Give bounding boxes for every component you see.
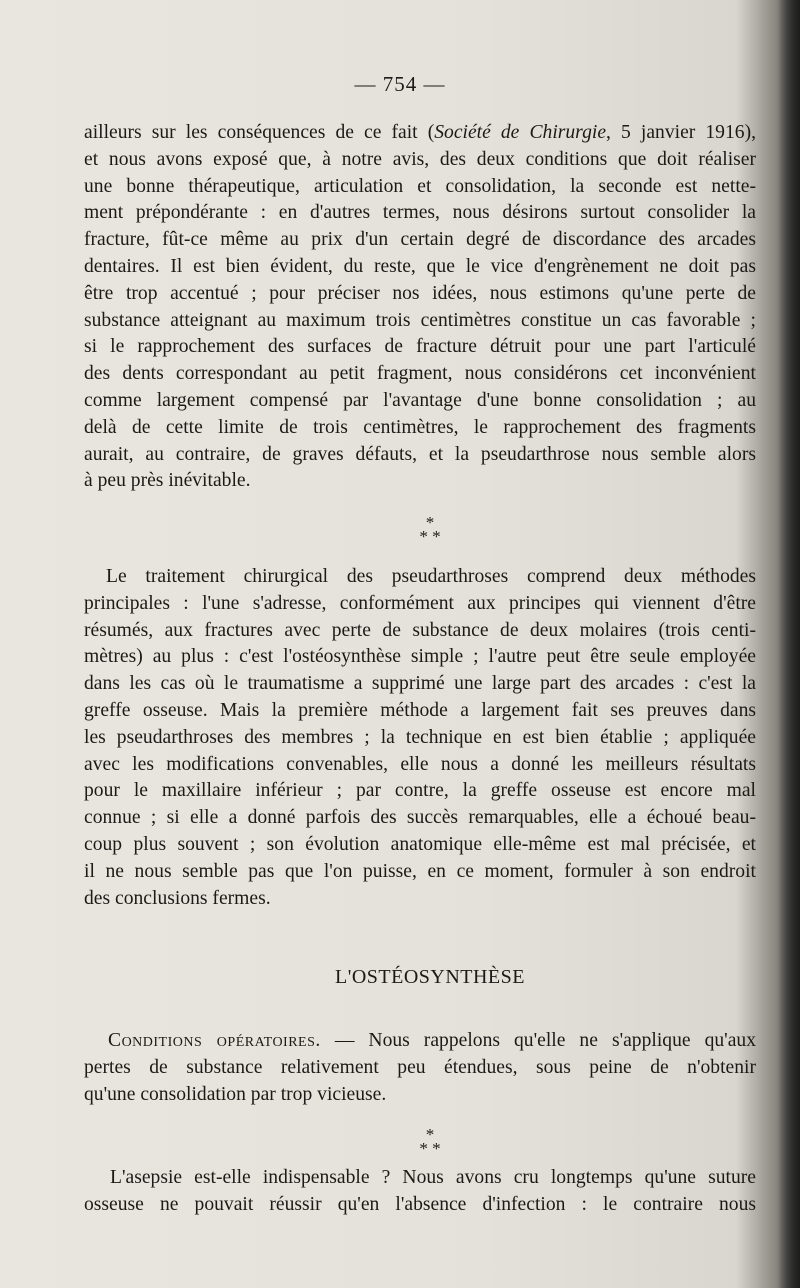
- text-line: dans les cas où le traumatisme a supprimé une large part des arcades : c'est la: [84, 673, 756, 695]
- page-gutter-shadow: [778, 0, 800, 1288]
- text-line: être trop accentué ; pour préciser nos idées, nous estimons qu'une perte de: [84, 282, 756, 304]
- section-separator-asterism: [0, 513, 800, 546]
- text-line: coup plus souvent ; son évolution anatomique elle-même est mal précisée, et: [84, 833, 756, 855]
- journal-reference: Société de Chirurgie: [434, 122, 607, 143]
- text-line: substance atteignant au maximum trois centimètres constitue un cas favorable ;: [84, 309, 756, 331]
- text-line: à peu près inévitable.: [84, 470, 251, 492]
- text-line: si le rapprochement des surfaces de fracture détruit pour une part l'articulé: [84, 336, 756, 358]
- paragraph-treatment: [84, 564, 756, 912]
- text-line: dentaires. Il est bien évident, du reste, que le vice d'engrènement ne doit pas: [84, 255, 756, 277]
- text-line: et nous avons exposé que, à notre avis, des deux conditions que doit réaliser: [84, 148, 756, 170]
- text-line: [84, 1028, 756, 1055]
- text-line: une bonne thérapeutique, articulation et consolidation, la seconde est nette-: [84, 175, 756, 197]
- section-separator-asterism: [0, 1125, 800, 1158]
- text-line: résumés, aux fractures avec perte de substance de deux molaires (trois centi-: [84, 619, 756, 641]
- paragraph-continuation: [84, 120, 756, 495]
- text-line: les pseudarthroses des membres ; la technique en est bien établie ; appliquée: [84, 726, 756, 748]
- section-heading: L'OSTÉOSYNTHÈSE: [335, 966, 525, 988]
- paragraph-operative-conditions: [84, 1028, 756, 1108]
- page-number: — 754 —: [354, 72, 446, 96]
- paragraph-asepsis: [84, 1165, 756, 1219]
- text-line: greffe osseuse. Mais la première méthode a largement fait ses preuves dans: [84, 699, 756, 721]
- text-line: avec les modifications convenables, elle nous a donné les meilleurs résultats: [84, 753, 756, 775]
- run-in-heading: Conditions opératoires.: [108, 1030, 321, 1051]
- text-line: Le traitement chirurgical des pseudarthroses comprend deux méthodes: [106, 566, 756, 587]
- text-line: des dents correspondant au petit fragment, nous considérons cet inconvénient: [84, 363, 756, 385]
- text-line: principales : l'une s'adresse, conformément aux principes qui viennent d'être: [84, 592, 756, 614]
- text-line: delà de cette limite de trois centimètres, le rapprochement des fragments: [84, 416, 756, 438]
- asterism-glyph: * * *: [419, 1125, 441, 1158]
- text-line: pour le maxillaire inférieur ; par contre, la greffe osseuse est encore mal: [84, 780, 756, 802]
- text-line: des conclusions fermes.: [84, 887, 271, 909]
- text-run: — Nous rappelons qu'elle ne s'applique qu'aux: [320, 1030, 756, 1051]
- text-line: il ne nous semble pas que l'on puisse, en ce moment, formuler à son endroit: [84, 860, 756, 882]
- text-line: qu'une consolidation par trop vicieuse.: [84, 1083, 387, 1105]
- text-line: connue ; si elle a donné parfois des succès remarquables, elle a échoué beau-: [84, 807, 756, 829]
- asterism-glyph: * * *: [419, 513, 441, 546]
- text-line: aurait, au contraire, de graves défauts, et la pseudarthrose nous semble alors: [84, 443, 756, 465]
- text-line: comme largement compensé par l'avantage d'une bonne consolidation ; au: [84, 389, 756, 411]
- text-line: fracture, fût-ce même au prix d'un certain degré de discordance des arcades: [84, 229, 756, 251]
- text-line: ment prépondérante : en d'autres termes, nous désirons surtout consolider la: [84, 202, 756, 224]
- text-line: mètres) au plus : c'est l'ostéosynthèse simple ; l'autre peut être seule employée: [84, 646, 756, 668]
- text-line: L'asepsie est-elle indispensable ? Nous avons cru longtemps qu'une suture: [110, 1167, 756, 1188]
- text-line: ailleurs sur les conséquences de ce fait (Société de Chirurgie, 5 janvier 1916),: [84, 122, 756, 143]
- text-line: osseuse ne pouvait réussir qu'en l'absence d'infection : le contraire nous: [84, 1193, 756, 1215]
- text-line: pertes de substance relativement peu étendues, sous peine de n'obtenir: [84, 1056, 756, 1078]
